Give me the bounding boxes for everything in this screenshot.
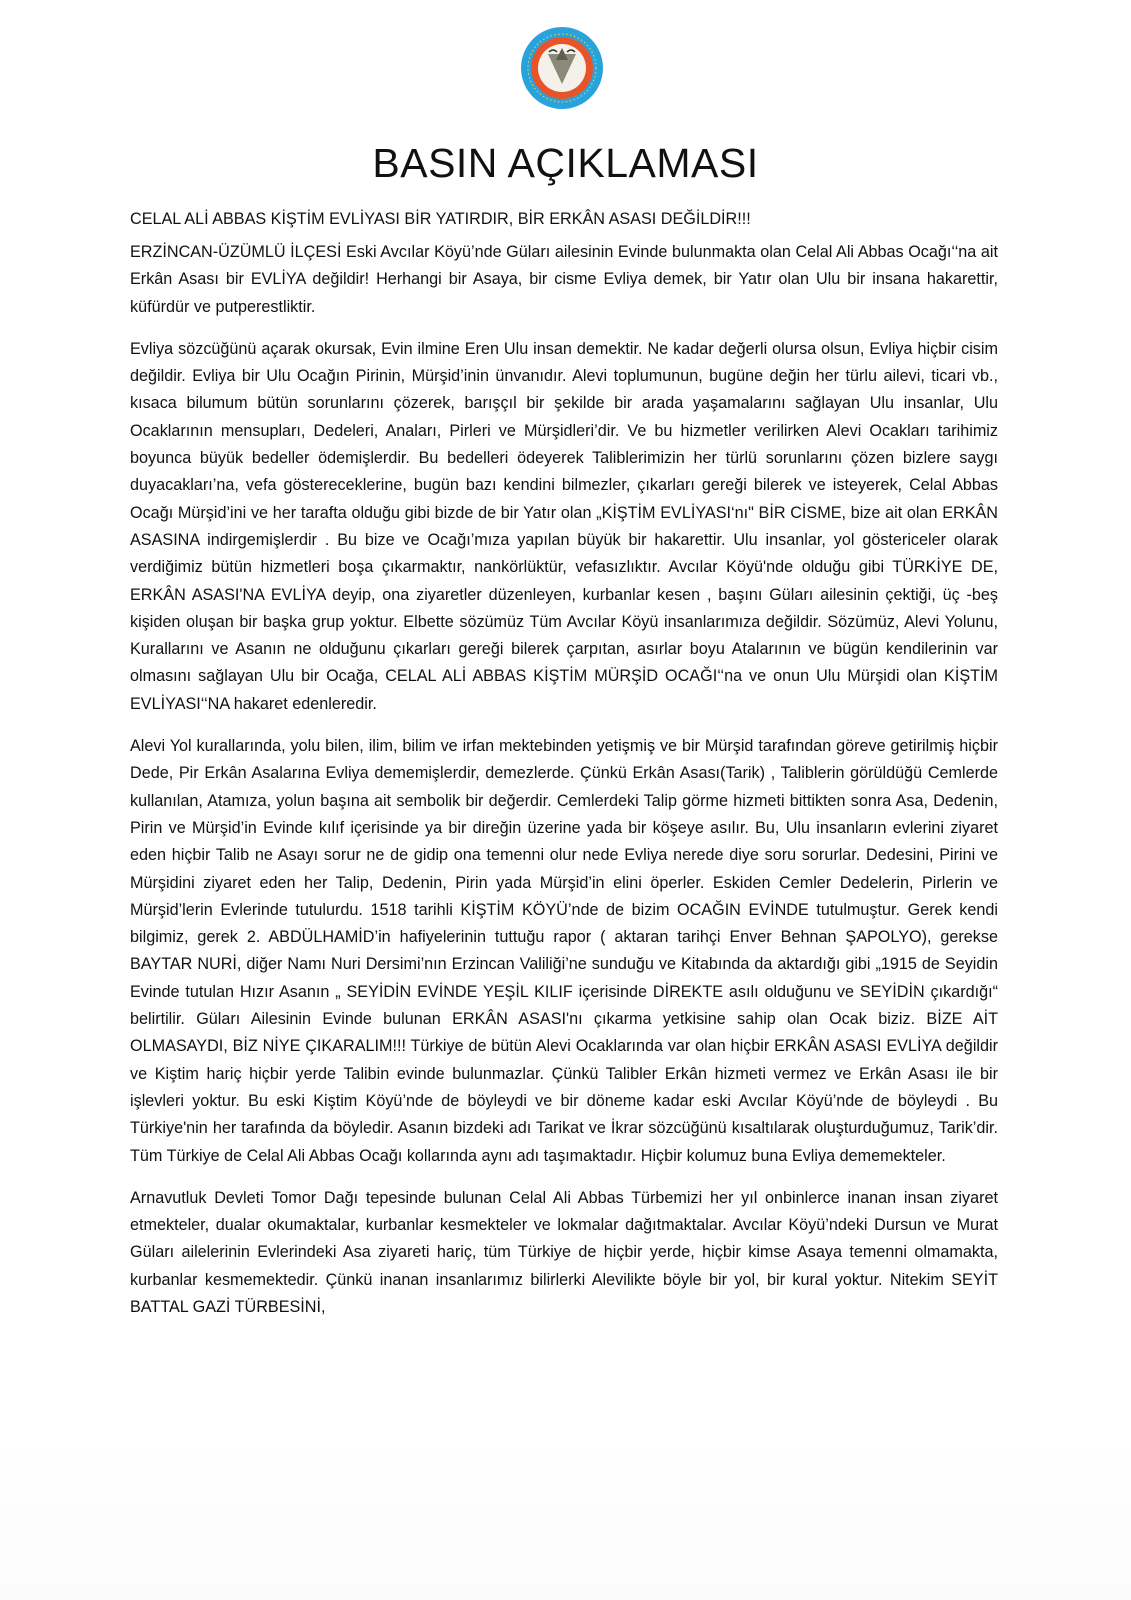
page-title: BASIN AÇIKLAMASI [372, 140, 759, 186]
paragraph-1: ERZİNCAN-ÜZÜMLÜ İLÇESİ Eski Avcılar Köyü’nde Güları ailesinin Evinde bulunmakta olan Celal Ali Abbas Ocağı‘‘na ait Erkân Asası bir EVLİYA değildir! Herhangi bir Asaya, bir cisme Evliya demek, bir Yatır olan Ulu bir insana hakarettir, küfürdür ve putperestliktir. [130, 243, 998, 316]
document-subtitle: CELAL ALİ ABBAS KİŞTİM EVLİYASI BİR YATIRDIR, BİR ERKÂN ASASI DEĞİLDİR!!! [130, 210, 751, 228]
paragraph-3: Alevi Yol kurallarında, yolu bilen, ilim, bilim ve irfan mektebinden yetişmiş ve bir Mürşid tarafından göreve getirilmiş hiçbir Dede, Pir Erkân Asalarına Evliya dememişlerdir, demezlerde. Çünkü Erkân Asası(Tarik) , Taliblerin görüldüğü Cemlerde kullanılan, Atamıza, yolun başına ait sembolik bir değerdir. Cemlerdeki Talip görme hizmeti bittikten sonra Asa, Dedenin, Pirin ve Mürşid’in Evinde kılıf içerisinde ya bir direğin üzerine yada bir köşeye asılır. Bu, Ulu insanların evlerini ziyaret eden hiçbir Talib ne Asayı sorur ne de gidip ona temenni olur nede Evliya nerede diye soru sorurlar. Dedesini, Pirini ve Mürşidini ziyaret eden her Talip, Dedenin, Pirin yada Mürşid’in elini öperler. Eskiden Cemler Dedelerin, Pirlerin ve Mürşid’lerin Evlerinde tutulurdu. 1518 tarihli KİŞTİM KÖYÜ’nde de bizim OCAĞIN EVİNDE tutulmuştur. Gerek kendi bilgimiz, gerek 2. ABDÜLHAMİD’in hafiyelerinin tuttuğu rapor ( aktaran tarihçi Enver Behnan ŞAPOLYO), gerekse BAYTAR NURİ, diğer Namı Nuri Dersimi’nın Erzincan Valiliği’ne sunduğu ve Kitabında da aktardığı gibi „1915 de Seyidin Evinde tutulan Hızır Asanın „ SEYİDİN EVİNDE YEŞİL KILIF içerisinde DİREKTE asılı olduğunu ve SEYİDİN çıkardığı“ belirtilir. Güları Ailesinin Evinde bulunan ERKÂN ASASI'nı çıkarma yetkisine sahip olan Ocak biziz. BİZE AİT OLMASAYDI, BİZ NİYE ÇIKARALIM!!! Türkiye de bütün Alevi Ocaklarında var olan hiçbir ERKÂN ASASI EVLİYA değildir ve Kiştim hariç hiçbir yerde Talibin evinde bulunmazlar. Çünkü Talibler Erkân hizmeti vermez ve Erkân Asası ile bir işlevleri yoktur. Bu eski Kiştim Köyü’nde de böyleydi ve bir döneme kadar eski Avcılar Köyü’nde de böyleydi . Bu Türkiye'nin her tarafında da böyledir. Asanın bizdeki adı Tarikat ve İkrar sözcüğünü kısaltılarak oluşturduğumuz, Tarik’dir. Tüm Türkiye de Celal Ali Abbas Ocağı kollarında aynı adı taşımaktadır. Hiçbir kolumuz buna Evliya dememekteler. [130, 737, 998, 1165]
paragraph-2: Evliya sözcüğünü açarak okursak, Evin ilmine Eren Ulu insan demektir. Ne kadar değerli olursa olsun, Evliya hiçbir cisim değildir. Evliya bir Ulu Ocağın Pirinin, Mürşid’inin ünvanıdır. Alevi toplumunun, bugüne değin her türlu ailevi, ticari vb., kısaca bilumum bütün sorunlarını çözerek, barışçıl bir şekilde bir arada yaşamalarını sağlayan Ulu insanlar, Ulu Ocaklarının mensupları, Dedeleri, Anaları, Pirleri ve Mürşidleri’dir. Ve bu hizmetler verilirken Alevi Ocakları tarihimiz boyunca büyük bedeller ödemişlerdir. Bu bedelleri ödeyerek Taliblerimizin her türlü sorunlarını çözen bizlere saygı duyacakları’na, vefa göstereceklerine, bugün bazı kendini bilmezler, çıkarları gereği bilerek ve isteyerek, Celal Abbas Ocağı Mürşid’ini ve her tarafta olduğu gibi bizde de bir Yatır olan „KİŞTİM EVLİYASI‘nı" BİR CİSME, bize ait olan ERKÂN ASASINA indirgemişlerdir . Bu bize ve Ocağı’mıza yapılan büyük bir hakarettir. Ulu insanlar, yol göstericeler olarak verdiğimiz bütün hizmetleri boşa çıkarmaktır, nankörlüktür, vefasızlıktır. Avcılar Köyü'nde olduğu gibi TÜRKİYE DE, ERKÂN ASASI'NA EVLİYA deyip, ona ziyaretler düzenleyen, kurbanlar kesen , başını Güları ailesinin çektiği, üç -beş kişiden oluşan bir başka grup yoktur. Elbette sözümüz Tüm Avcılar Köyü insanlarımıza değildir. Sözümüz, Alevi Yolunu, Kurallarını ve Asanın ne olduğunu çıkarları gereği bilerek çarpıtan, asırlar boyu Atalarının ve bügün kendilerinin var olmasını sağlayan Ulu bir Ocağa, CELAL ALİ ABBAS KİŞTİM MÜRŞİD OCAĞI‘‘na ve onun Ulu Mürşidi olan KİŞTİM EVLİYASI‘‘NA hakaret edenleredir. [130, 339, 998, 713]
organization-logo [520, 26, 604, 110]
seal-icon [520, 26, 604, 110]
paragraph-4: Arnavutluk Devleti Tomor Dağı tepesinde bulunan Celal Ali Abbas Türbemizi her yıl onbinlerce inanan insan ziyaret etmekteler, dualar okumaktalar, kurbanlar kesmekteler ve lokmalar dağıtmaktalar. Avcılar Köyü’ndeki Dursun ve Murat Güları ailelerinin Evlerindeki Asa ziyareti hariç, tüm Türkiye de hiçbir yerde, hiçbir kimse Asaya temenni olmamakta, kurbanlar kesmemektedir. Çünkü inanan insanlarımız bilirlerki Alevilikte böyle bir yol, bir kural yoktur. Nitekim SEYİT BATTAL GAZİ TÜRBESİNİ, [130, 1188, 998, 1316]
document-body [130, 239, 998, 1336]
